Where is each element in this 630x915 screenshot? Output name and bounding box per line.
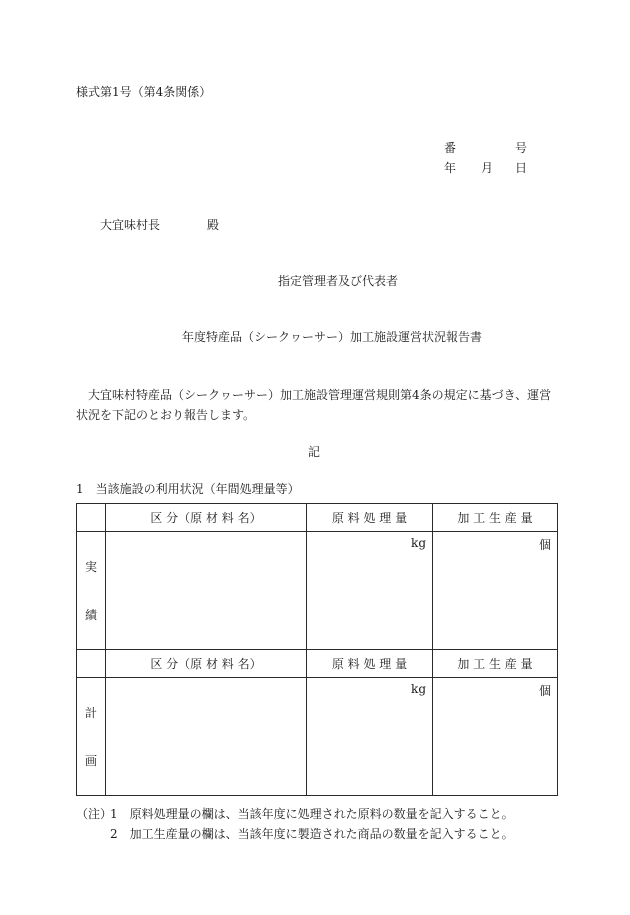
- usage-table: [76, 503, 558, 796]
- plan-raw-unit: kg: [411, 682, 426, 696]
- number-label: 番: [444, 141, 457, 155]
- note-label: （注）: [76, 807, 113, 821]
- plan-row: [77, 678, 558, 796]
- actual-label-cell: [77, 532, 106, 650]
- date-year-label: 年: [444, 161, 457, 175]
- header-category: 区 分（原 材 料 名）: [106, 650, 307, 678]
- document-title: 年度特産品（シークヮーサー）加工施設運営状況報告書: [182, 330, 483, 344]
- plan-header-row: [77, 650, 558, 678]
- header-product-amount: 加 工 生 産 量: [433, 504, 558, 532]
- plan-product-input[interactable]: [433, 678, 558, 796]
- actual-row: [77, 532, 558, 650]
- plan-raw-input[interactable]: [307, 678, 433, 796]
- actual-product-input[interactable]: [433, 532, 558, 650]
- header-raw-amount: 原 料 処 理 量: [307, 650, 433, 678]
- header-blank-cell: [77, 650, 106, 678]
- actual-category-input[interactable]: [106, 532, 307, 650]
- header-category: 区 分（原 材 料 名）: [106, 504, 307, 532]
- header-blank-cell: [77, 504, 106, 532]
- plan-label-cell: [77, 678, 106, 796]
- number-suffix: 号: [515, 141, 528, 155]
- note-item-2: 2 加工生産量の欄は、当該年度に製造された商品の数量を記入すること。: [110, 827, 514, 841]
- actual-label-char1: 実: [84, 559, 97, 574]
- date-month-label: 月: [481, 161, 494, 175]
- actual-header-row: [77, 504, 558, 532]
- note-item-1: 1 原料処理量の欄は、当該年度に処理された原料の数量を記入すること。: [110, 807, 514, 821]
- actual-product-unit: 個: [538, 538, 551, 552]
- header-raw-amount: 原 料 処 理 量: [307, 504, 433, 532]
- ki-marker: 記: [308, 445, 321, 459]
- body-paragraph: 大宜味村特産品（シークヮーサー）加工施設管理運営規則第4条の規定に基づき、運営状況を下記のとおり報告します。: [76, 388, 552, 422]
- plan-label-char2: 画: [84, 753, 97, 768]
- section-heading: 1 当該施設の利用状況（年間処理量等）: [76, 482, 300, 496]
- actual-label-char2: 績: [84, 607, 97, 622]
- form-number: 様式第1号（第4条関係）: [76, 85, 212, 99]
- actual-raw-input[interactable]: [307, 532, 433, 650]
- date-day-label: 日: [515, 161, 528, 175]
- addressee-honorific: 殿: [207, 218, 220, 232]
- header-product-amount: 加 工 生 産 量: [433, 650, 558, 678]
- reporter-label: 指定管理者及び代表者: [278, 274, 399, 288]
- actual-raw-unit: kg: [411, 536, 426, 550]
- plan-product-unit: 個: [538, 684, 551, 698]
- plan-category-input[interactable]: [106, 678, 307, 796]
- plan-label-char1: 計: [84, 705, 97, 720]
- addressee-name: 大宜味村長: [100, 218, 161, 232]
